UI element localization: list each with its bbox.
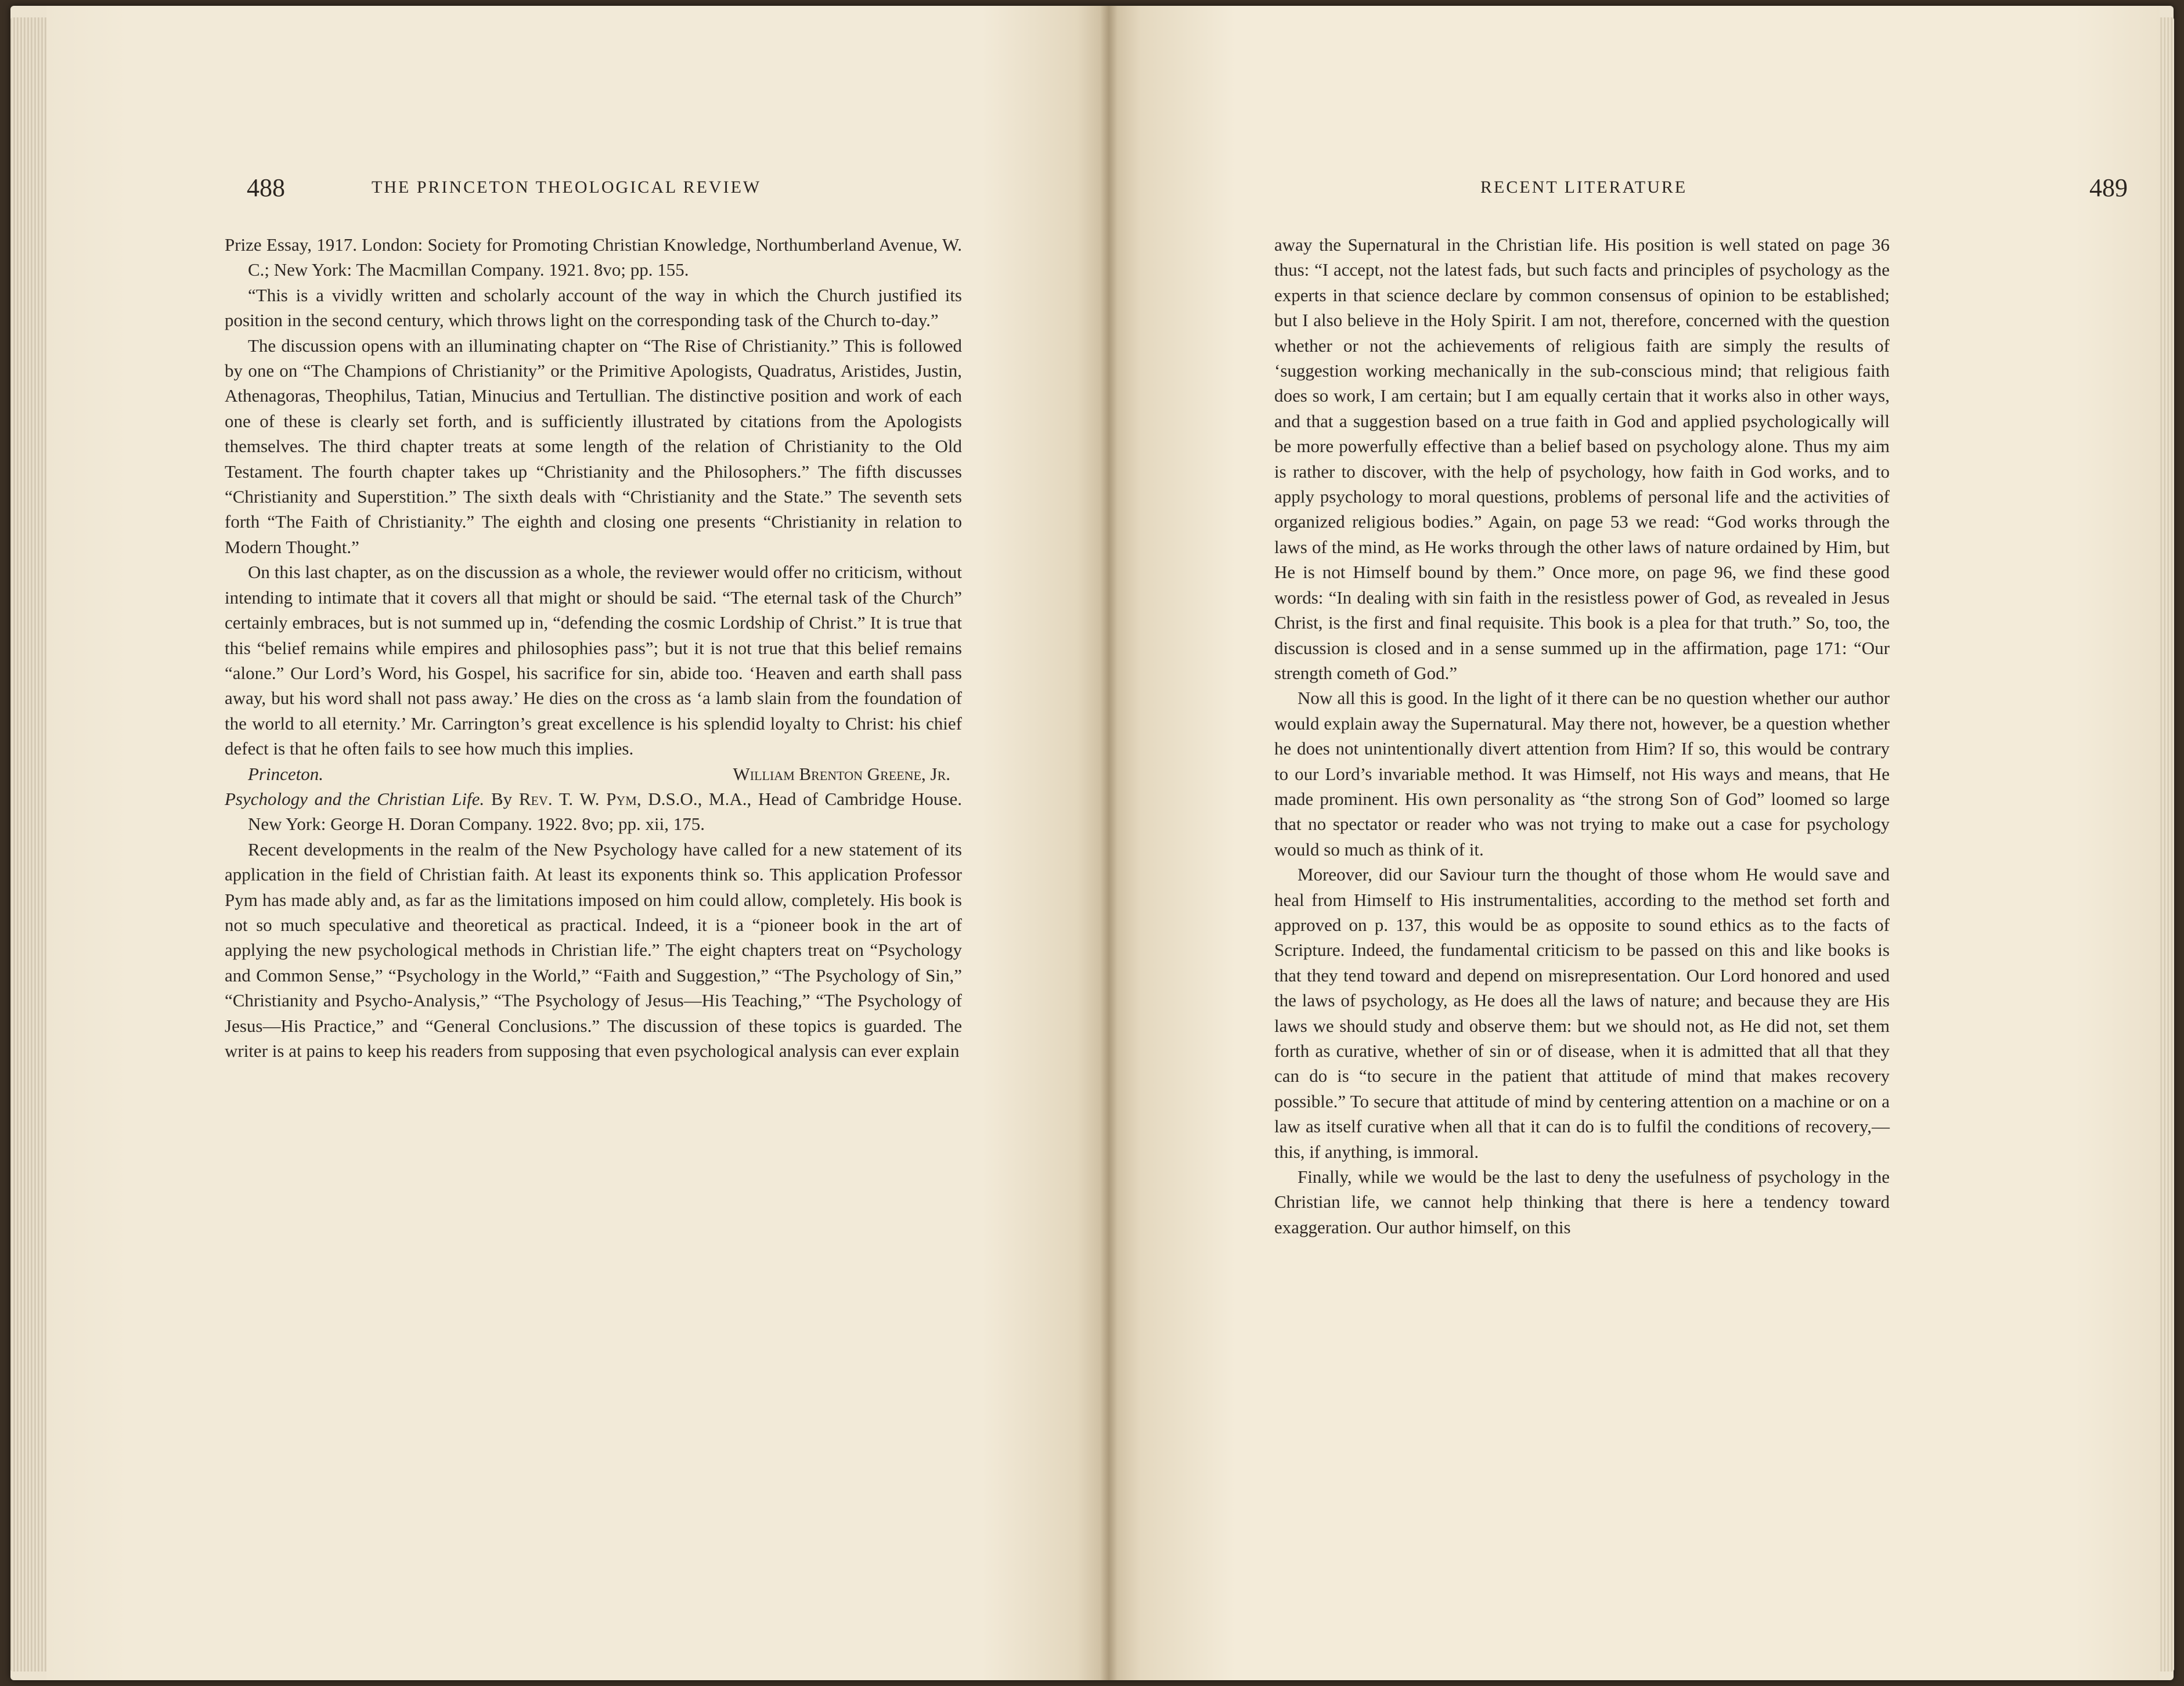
review-signature xyxy=(225,761,962,786)
review-heading-details: , D.S.O., M.A., Head of Cambridge House. New York: George H. Doran Company. 1922. 8vo; pp. xii, 175. xyxy=(248,788,962,835)
right-running-head: RECENT LITERATURE xyxy=(1480,178,1688,197)
right-running-header xyxy=(1480,174,2128,207)
left-running-header xyxy=(247,174,967,207)
review-heading-by: By xyxy=(484,788,519,809)
left-page-edges xyxy=(10,17,46,1671)
paragraph: On this last chapter, as on the discussion as a whole, the reviewer would offer no criticism, without intending to intimate that it covers all that might or should be said. “The eternal task of the Church” certainly embraces, but is not summed up in, “defending the cosmic Lordship of Christ.” It is true that this “belief remains while empires and philosophies pass”; but it is not true that this belief remains “alone.” Our Lord’s Word, his Gospel, his sacrifice for sin, abide too. ‘Heaven and earth shall pass away, but his word shall not pass away.’ He dies on the cross as ‘a lamb slain from the foundation of the world to all eternity.’ Mr. Carrington’s great excellence is his splendid loyalty to Christ: his chief defect is that he often fails to see how much this implies. xyxy=(225,562,962,759)
signature-place: Princeton. xyxy=(248,763,323,784)
book-gutter xyxy=(1100,6,1118,1680)
paragraph: Now all this is good. In the light of it there can be no question whether our author would explain away the Supernatural. May there not, however, be a question whether he does not unintentionally divert attention from Him? If so, this would be contrary to our Lord’s invariable method. It was Himself, not His ways and means, that He made prominent. His own personality as “the strong Son of God” loomed so large that no spectator or reader who was not trying to make out a case for psychology would so much as think of it. xyxy=(1274,688,1890,860)
paragraph: The discussion opens with an illuminating chapter on “The Rise of Christianity.” This is followed by one on “The Champions of Christianity” or the Primitive Apologists, Quadratus, Aristides, Justin, Athenagoras, Theophilus, Tatian, Minucius and Tertullian. The distinctive position and work of each one of these is clearly set forth, and is sufficiently illustrated by citations from the Apologists themselves. The third chapter treats at some length of the relation of Christianity to the Old Testament. The fourth chapter takes up “Christianity and the Philosophers.” The fifth discusses “Christianity and Superstition.” The sixth deals with “Christianity and the State.” The seventh sets forth “The Faith of Christianity.” The eighth and closing one presents “Christianity in relation to Modern Thought.” xyxy=(225,335,962,557)
paragraph: “This is a vividly written and scholarly account of the way in which the Church justified its position in the second century, which throws light on the corresponding task of the Church to-day.” xyxy=(225,284,962,331)
signature-name: William Brenton Greene, Jr. xyxy=(733,763,950,784)
right-page-number: 489 xyxy=(2089,174,2128,202)
left-page xyxy=(46,6,1109,1680)
review-book-title: Psychology and the Christian Life. xyxy=(225,788,485,809)
paragraph-continuation: away the Supernatural in the Christian life. His position is well stated on page 36 thus: “I accept, not the latest fads, but such facts and principles of psychology as the experts in that science declare by common consensus of opinion to be established; but I also believe in the Holy Spirit. I am not, therefore, concerned with the question whether or not the achievements of religious faith are simply the results of ‘suggestion working mechanically in the sub-conscious mind; that religious faith does so work, I am certain; but I am equally certain that it works also in other ways, and that a suggestion based on a true faith in God and applied psychologically will be more powerfully effective than a belief based on psychology alone. Thus my aim is rather to discover, with the help of psychology, how faith in God works, and to apply psychology to moral questions, problems of personal life and the activities of organized religious bodies.” Again, on page 53 we read: “God works through the laws of the mind, as He works through the other laws of nature ordained by Him, but He is not Himself bound by them.” Once more, on page 96, we find these good words: “In dealing with sin faith in the resistless power of God, as revealed in Jesus Christ, is the first and final requisite. This book is a plea for that truth.” So, too, the discussion is closed and in a sense summed up in the affirmation, page 171: “Our strength cometh of God.” xyxy=(1274,234,1890,683)
paragraph: Recent developments in the realm of the New Psychology have called for a new statement of its application in the field of Christian faith. At least its exponents think so. This application Professor Pym has made ably and, as far as the limitations imposed on him could allow, completely. His book is not so much speculative and theoretical as practical. Indeed, it is a “pioneer book in the art of applying the new psychological methods in Christian life.” The eight chapters treat on “Psychology and Common Sense,” “Psychology in the World,” “Faith and Suggestion,” “The Psychology of Sin,” “Christianity and Psycho-Analysis,” “The Psychology of Jesus—His Teaching,” “The Psychology of Jesus—His Practice,” and “General Conclusions.” The discussion of these topics is guarded. The writer is at pains to keep his readers from supposing that even psychological analysis can ever explain xyxy=(225,839,962,1061)
bibliographic-continuation: Prize Essay, 1917. London: Society for Promoting Christian Knowledge, Northumberland Avenue, W. C.; New York: The Macmillan Company. 1921. 8vo; pp. 155. xyxy=(225,234,962,280)
right-page-text xyxy=(1274,232,1890,1240)
right-page xyxy=(1109,6,2160,1680)
paragraph: Finally, while we would be the last to deny the usefulness of psychology in the Christian life, we cannot help thinking that there is here a tendency toward exaggeration. Our author himself, on this xyxy=(1274,1167,1890,1237)
left-page-number: 488 xyxy=(247,174,285,202)
review-book-author: Rev. T. W. Pym xyxy=(518,788,637,809)
paragraph: Moreover, did our Saviour turn the thought of those whom He would save and heal from Himself to His instrumentalities, according to the method set forth and approved on p. 137, this would be as opposite to sound ethics as to the facts of Scripture. Indeed, the fundamental criticism to be passed on this and like books is that they tend toward and depend on misrepresentation. Our Lord honored and used the laws of psychology, as He does all the laws of nature; and because they are His laws we should study and observe them: but we should not, as He did not, set them forth as curative, whether of sin or of disease, when it is admitted that all that they can do is “to secure in the patient that attitude of mind that makes recovery possible.” To secure that attitude of mind by centering attention on a machine or on a law as itself curative when all that it can do is to fulfil the conditions of recovery,—this, if anything, is immoral. xyxy=(1274,864,1890,1162)
review-heading xyxy=(225,786,962,837)
left-running-head: THE PRINCETON THEOLOGICAL REVIEW xyxy=(372,178,762,197)
left-page-text xyxy=(225,232,962,1063)
